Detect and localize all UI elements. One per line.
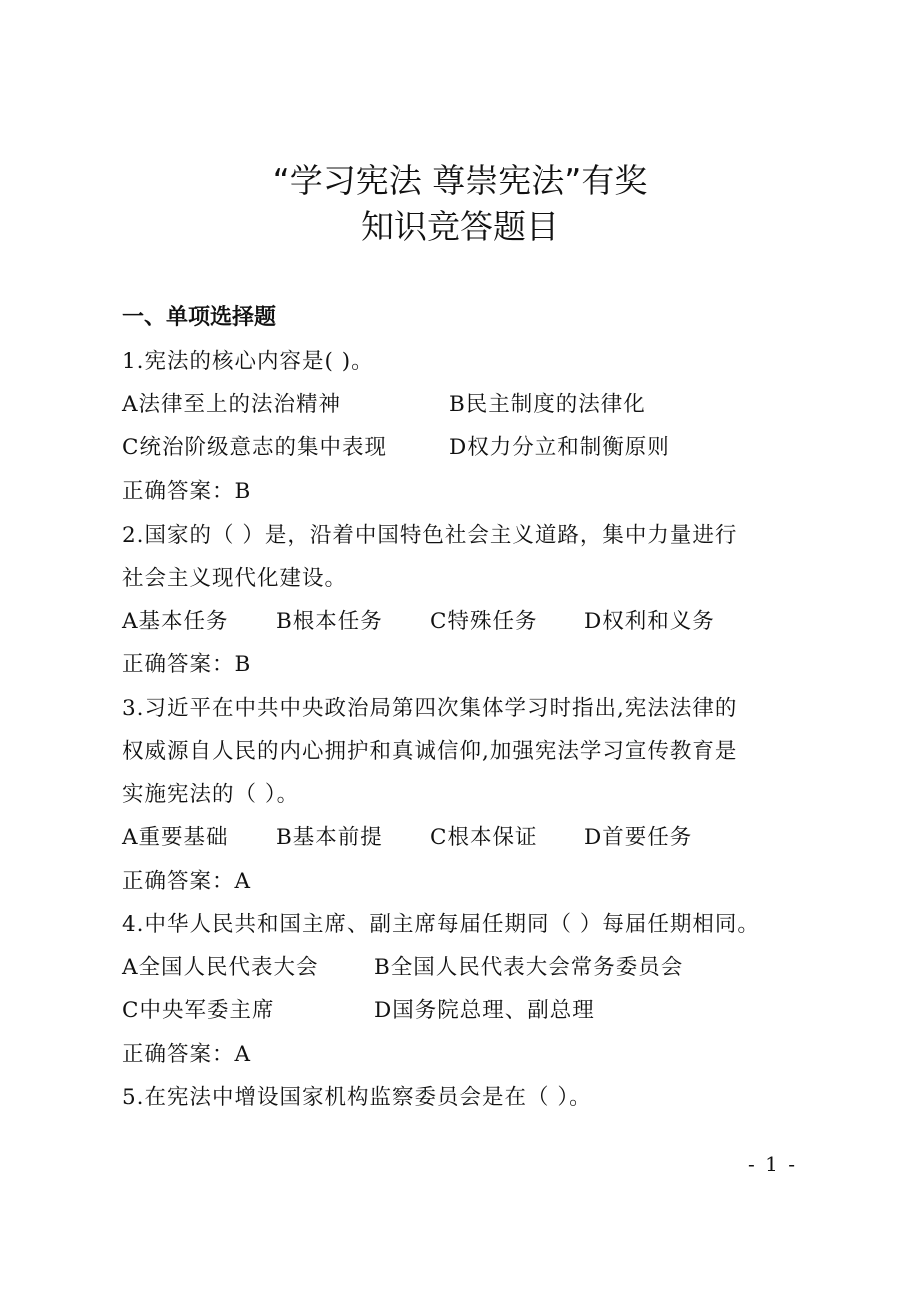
option-a: A法律至上的法治精神 <box>122 392 342 417</box>
option-c: C中央军委主席 <box>122 998 275 1023</box>
question-1-answer: 正确答案：B <box>122 479 252 504</box>
option-b: B全国人民代表大会常务委员会 <box>374 955 684 980</box>
page-number: - 1 - <box>748 1152 797 1176</box>
question-2-stem-line-1: 2.国家的（ ）是，沿着中国特色社会主义道路，集中力量进行 <box>122 523 738 548</box>
question-3-answer: 正确答案：A <box>122 869 252 894</box>
question-1-stem: 1.宪法的核心内容是( )。 <box>122 349 374 374</box>
question-4-answer: 正确答案：A <box>122 1042 252 1067</box>
option-b: B民主制度的法律化 <box>449 392 646 417</box>
question-5-stem: 5.在宪法中增设国家机构监察委员会是在（ ）。 <box>122 1085 592 1110</box>
option-b: B根本任务 <box>276 609 383 634</box>
document-title-line-2: 知识竞答题目 <box>361 207 559 246</box>
option-c: C根本保证 <box>430 825 538 850</box>
document-title-line-1: “学习宪法 尊崇宪法”有奖 <box>272 161 648 200</box>
option-d: D首要任务 <box>584 825 693 850</box>
option-c: C统治阶级意志的集中表现 <box>122 435 387 460</box>
question-4-stem: 4.中华人民共和国主席、副主席每届任期同（ ）每届任期相同。 <box>122 912 760 937</box>
option-b: B基本前提 <box>276 825 383 850</box>
question-3-stem-line-1: 3.习近平在中共中央政治局第四次集体学习时指出,宪法法律的 <box>122 696 738 721</box>
option-d: D国务院总理、副总理 <box>374 998 595 1023</box>
option-a: A全国人民代表大会 <box>122 955 319 980</box>
question-2-stem-line-2: 社会主义现代化建设。 <box>122 566 348 591</box>
option-a: A重要基础 <box>122 825 229 850</box>
option-c: C特殊任务 <box>430 609 538 634</box>
option-d: D权力分立和制衡原则 <box>449 435 670 460</box>
option-d: D权利和义务 <box>584 609 715 634</box>
question-3-stem-line-2: 权威源自人民的内心拥护和真诚信仰,加强宪法学习宣传教育是 <box>122 739 738 764</box>
option-a: A基本任务 <box>122 609 229 634</box>
question-2-answer: 正确答案：B <box>122 652 252 677</box>
section-heading: 一、单项选择题 <box>122 305 277 330</box>
question-3-stem-line-3: 实施宪法的（ ）。 <box>122 782 300 807</box>
